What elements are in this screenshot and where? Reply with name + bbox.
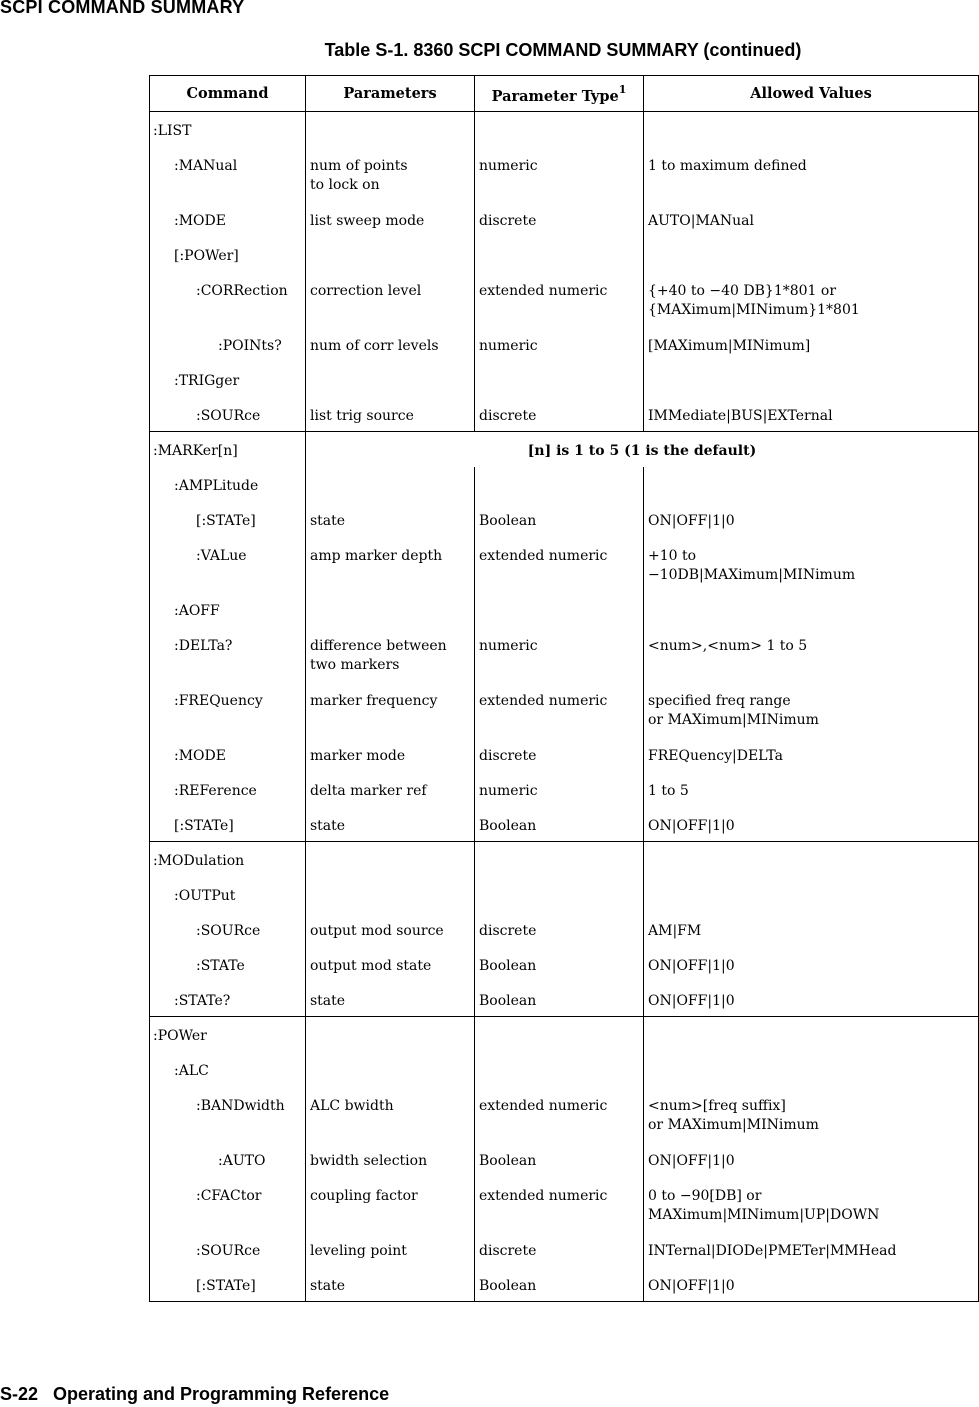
cell-allowed-values (644, 502, 979, 537)
cell-parameters (306, 467, 475, 502)
cell-parameters (306, 592, 475, 627)
parameter-type-text: extended numeric (479, 547, 608, 564)
cell-command (150, 397, 306, 432)
cell-parameter-type (475, 627, 644, 682)
allowed-values-text: +10 to (648, 547, 697, 564)
cell-allowed-values (644, 1142, 979, 1177)
parameter-type-text: extended numeric (479, 1187, 608, 1204)
cell-parameters (306, 1177, 475, 1232)
cell-command (150, 877, 306, 912)
scpi-command-table (149, 75, 979, 1302)
cell-allowed-values (644, 112, 979, 147)
command-text: :AOFF (174, 602, 220, 619)
parameter-type-text: discrete (479, 747, 537, 764)
table-row (150, 432, 979, 467)
parameters-text: list sweep mode (310, 212, 425, 229)
cell-parameter-type (475, 772, 644, 807)
cell-allowed-values (644, 1017, 979, 1052)
cell-command (150, 202, 306, 237)
allowed-values-text: ON|OFF|1|0 (648, 817, 735, 834)
table-row (150, 772, 979, 807)
header-command: Command (150, 76, 306, 112)
cell-allowed-values (644, 1052, 979, 1087)
parameters-text: leveling point (310, 1242, 407, 1259)
cell-parameters (306, 537, 475, 592)
table-row (150, 502, 979, 537)
allowed-values-text-line2: or MAXimum|MINimum (648, 1116, 819, 1133)
cell-parameter-type (475, 1087, 644, 1142)
cell-parameters (306, 1087, 475, 1142)
cell-allowed-values (644, 912, 979, 947)
command-text: :MODE (174, 747, 226, 764)
cell-allowed-values (644, 682, 979, 737)
command-text: :MODulation (153, 853, 245, 869)
cell-parameter-type (475, 1052, 644, 1087)
parameter-type-text: Boolean (479, 817, 537, 834)
cell-command (150, 737, 306, 772)
parameters-text: difference between (310, 637, 447, 654)
cell-section-note (306, 432, 979, 467)
cell-parameter-type (475, 1017, 644, 1052)
parameters-text: state (310, 512, 346, 529)
allowed-values-text: AM|FM (648, 922, 702, 939)
table-row (150, 682, 979, 737)
table-row (150, 397, 979, 432)
cell-allowed-values (644, 807, 979, 842)
cell-parameter-type (475, 272, 644, 327)
command-text: :CFACtor (196, 1187, 262, 1204)
table-row (150, 842, 979, 877)
parameters-text: bwidth selection (310, 1152, 428, 1169)
table-row (150, 877, 979, 912)
cell-allowed-values (644, 982, 979, 1017)
table-row (150, 1267, 979, 1302)
cell-parameter-type (475, 912, 644, 947)
cell-allowed-values (644, 592, 979, 627)
table-row (150, 537, 979, 592)
table-row (150, 202, 979, 237)
page-footer: S-22 Operating and Programming Reference (0, 1384, 390, 1404)
command-text: :AMPLitude (174, 477, 259, 494)
parameter-type-text: Boolean (479, 512, 537, 529)
header-parameter-type-label: Parameter Type (491, 87, 619, 105)
cell-command (150, 467, 306, 502)
command-text: [:STATe] (196, 512, 256, 529)
parameter-type-text: numeric (479, 157, 538, 174)
cell-parameters (306, 842, 475, 877)
cell-allowed-values (644, 1087, 979, 1142)
allowed-values-text-line2: {MAXimum|MINimum}1*801 (648, 301, 860, 318)
parameters-text: num of corr levels (310, 337, 439, 354)
cell-parameter-type (475, 362, 644, 397)
allowed-values-text: AUTO|MANual (648, 212, 754, 229)
section-note-text: [n] is 1 to 5 (1 is the default) (527, 443, 757, 459)
command-text: :SOURce (196, 1242, 261, 1259)
cell-allowed-values (644, 1177, 979, 1232)
cell-command (150, 842, 306, 877)
cell-parameter-type (475, 877, 644, 912)
allowed-values-text-line2: MAXimum|MINimum|UP|DOWN (648, 1206, 880, 1223)
cell-parameters (306, 627, 475, 682)
cell-allowed-values (644, 467, 979, 502)
cell-command (150, 237, 306, 272)
cell-parameter-type (475, 202, 644, 237)
allowed-values-text: 1 to maximum defined (648, 157, 807, 174)
cell-allowed-values (644, 1267, 979, 1302)
table-row (150, 912, 979, 947)
cell-allowed-values (644, 237, 979, 272)
cell-parameter-type (475, 397, 644, 432)
cell-command (150, 272, 306, 327)
cell-parameters (306, 237, 475, 272)
command-text: :MODE (174, 212, 226, 229)
cell-parameter-type (475, 682, 644, 737)
cell-parameters (306, 807, 475, 842)
parameters-text: marker mode (310, 747, 406, 764)
command-text: :POINts? (218, 337, 282, 354)
cell-allowed-values (644, 772, 979, 807)
allowed-values-text: IMMediate|BUS|EXTernal (648, 407, 833, 424)
cell-allowed-values (644, 362, 979, 397)
command-text: :MARKer[n] (153, 443, 238, 459)
allowed-values-text: INTernal|DIODe|PMETer|MMHead (648, 1242, 897, 1259)
cell-allowed-values (644, 947, 979, 982)
table-row (150, 982, 979, 1017)
allowed-values-text: FREQuency|DELTa (648, 747, 783, 764)
cell-command (150, 327, 306, 362)
table-row (150, 327, 979, 362)
parameter-type-text: numeric (479, 782, 538, 799)
parameter-type-text: extended numeric (479, 282, 608, 299)
allowed-values-text: 0 to −90[DB] or (648, 1187, 762, 1204)
allowed-values-text: ON|OFF|1|0 (648, 992, 735, 1009)
allowed-values-text: <num>,<num> 1 to 5 (648, 637, 808, 654)
cell-allowed-values (644, 327, 979, 362)
table-row (150, 1087, 979, 1142)
parameter-type-text: Boolean (479, 992, 537, 1009)
command-text: :OUTPut (174, 887, 236, 904)
cell-command (150, 807, 306, 842)
parameters-text: correction level (310, 282, 422, 299)
allowed-values-text: ON|OFF|1|0 (648, 1152, 735, 1169)
cell-allowed-values (644, 537, 979, 592)
cell-parameter-type (475, 467, 644, 502)
cell-command (150, 1267, 306, 1302)
command-text: :TRIGger (174, 372, 240, 389)
cell-parameter-type (475, 1267, 644, 1302)
cell-parameter-type (475, 982, 644, 1017)
header-parameters: Parameters (306, 76, 475, 112)
command-text: [:POWer] (174, 247, 239, 264)
cell-parameter-type (475, 842, 644, 877)
cell-parameters (306, 912, 475, 947)
cell-parameters (306, 272, 475, 327)
table-header-row (150, 76, 979, 112)
parameter-type-text: discrete (479, 1242, 537, 1259)
cell-allowed-values (644, 737, 979, 772)
cell-parameters (306, 682, 475, 737)
header-parameter-type (475, 76, 644, 112)
cell-command (150, 112, 306, 147)
cell-allowed-values (644, 1232, 979, 1267)
cell-parameters (306, 502, 475, 537)
table-row (150, 362, 979, 397)
cell-parameter-type (475, 112, 644, 147)
cell-parameters (306, 362, 475, 397)
cell-parameters (306, 112, 475, 147)
parameters-text: amp marker depth (310, 547, 443, 564)
cell-parameter-type (475, 947, 644, 982)
allowed-values-text: [MAXimum|MINimum] (648, 337, 811, 354)
cell-parameters (306, 877, 475, 912)
cell-command (150, 1142, 306, 1177)
parameters-text: marker frequency (310, 692, 438, 709)
cell-parameter-type (475, 327, 644, 362)
cell-parameters (306, 327, 475, 362)
command-text: :SOURce (196, 922, 261, 939)
command-text: :VALue (196, 547, 247, 564)
cell-allowed-values (644, 272, 979, 327)
parameters-text: num of points (310, 157, 408, 174)
table-row (150, 467, 979, 502)
allowed-values-text: <num>[freq suffix] (648, 1097, 786, 1114)
table-row (150, 272, 979, 327)
parameter-type-text: Boolean (479, 1152, 537, 1169)
table-row (150, 1232, 979, 1267)
cell-parameter-type (475, 592, 644, 627)
command-text: [:STATe] (174, 817, 234, 834)
parameters-text-line2: two markers (310, 656, 400, 673)
parameter-type-text: discrete (479, 407, 537, 424)
command-text: :FREQuency (174, 692, 263, 709)
cell-parameter-type (475, 502, 644, 537)
cell-parameter-type (475, 1142, 644, 1177)
table-row (150, 627, 979, 682)
cell-command (150, 1232, 306, 1267)
parameter-type-text: numeric (479, 337, 538, 354)
command-text: [:STATe] (196, 1277, 256, 1294)
command-text: :POWer (153, 1028, 207, 1044)
cell-parameters (306, 772, 475, 807)
cell-parameter-type (475, 737, 644, 772)
parameters-text: state (310, 817, 346, 834)
parameters-text: coupling factor (310, 1187, 418, 1204)
parameter-type-text: Boolean (479, 1277, 537, 1294)
table-row (150, 1017, 979, 1052)
table-row (150, 237, 979, 272)
parameters-text: list trig source (310, 407, 414, 424)
command-text: :MANual (174, 157, 238, 174)
header-allowed-values: Allowed Values (644, 76, 979, 112)
cell-command (150, 1177, 306, 1232)
cell-allowed-values (644, 202, 979, 237)
table-row (150, 737, 979, 772)
parameter-type-text: extended numeric (479, 1097, 608, 1114)
command-text: :CORRection (196, 282, 288, 299)
cell-command (150, 537, 306, 592)
cell-parameter-type (475, 237, 644, 272)
parameters-text: state (310, 1277, 346, 1294)
cell-parameters (306, 1017, 475, 1052)
cell-parameters (306, 1267, 475, 1302)
cell-command (150, 502, 306, 537)
table-title: Table S-1. 8360 SCPI COMMAND SUMMARY (continued) (324, 40, 802, 60)
parameter-type-text: Boolean (479, 957, 537, 974)
allowed-values-text: {+40 to −40 DB}1*801 or (648, 282, 837, 299)
cell-parameters (306, 1052, 475, 1087)
cell-parameters (306, 397, 475, 432)
parameters-text: output mod source (310, 922, 444, 939)
parameter-type-text: numeric (479, 637, 538, 654)
command-text: :REFerence (174, 782, 257, 799)
cell-command (150, 432, 306, 467)
cell-command (150, 682, 306, 737)
allowed-values-text: ON|OFF|1|0 (648, 1277, 735, 1294)
cell-parameters (306, 982, 475, 1017)
parameter-type-text: discrete (479, 212, 537, 229)
command-text: :LIST (153, 123, 192, 139)
cell-parameters (306, 202, 475, 237)
parameters-text: delta marker ref (310, 782, 427, 799)
parameters-text-line2: to lock on (310, 176, 380, 193)
cell-command (150, 362, 306, 397)
cell-command (150, 1087, 306, 1142)
parameter-type-text: discrete (479, 922, 537, 939)
table-row (150, 112, 979, 147)
cell-parameters (306, 1142, 475, 1177)
cell-command (150, 912, 306, 947)
table-row (150, 147, 979, 202)
table-row (150, 947, 979, 982)
cell-parameter-type (475, 807, 644, 842)
cell-parameter-type (475, 537, 644, 592)
cell-parameters (306, 947, 475, 982)
command-text: :STATe? (174, 992, 231, 1009)
cell-command (150, 147, 306, 202)
table-row (150, 1177, 979, 1232)
cell-parameters (306, 737, 475, 772)
command-text: :AUTO (218, 1152, 266, 1169)
command-text: :BANDwidth (196, 1097, 285, 1114)
parameters-text: ALC bwidth (310, 1097, 394, 1114)
command-text: :STATe (196, 957, 245, 974)
allowed-values-text: ON|OFF|1|0 (648, 512, 735, 529)
footnote-marker: 1 (618, 82, 627, 96)
cell-parameters (306, 147, 475, 202)
allowed-values-text-line2: −10DB|MAXimum|MINimum (648, 566, 856, 583)
table-row (150, 592, 979, 627)
command-text: :DELTa? (174, 637, 233, 654)
cell-allowed-values (644, 397, 979, 432)
cell-allowed-values (644, 842, 979, 877)
cell-allowed-values (644, 877, 979, 912)
running-head: SCPI COMMAND SUMMARY (0, 0, 245, 17)
table-row (150, 1142, 979, 1177)
table-row (150, 1052, 979, 1087)
cell-command (150, 982, 306, 1017)
cell-parameter-type (475, 1232, 644, 1267)
cell-command (150, 627, 306, 682)
allowed-values-text: specified freq range (648, 692, 791, 709)
cell-command (150, 947, 306, 982)
command-text: :ALC (174, 1062, 209, 1079)
cell-parameter-type (475, 147, 644, 202)
cell-parameter-type (475, 1177, 644, 1232)
cell-command (150, 1052, 306, 1087)
parameter-type-text: extended numeric (479, 692, 608, 709)
allowed-values-text-line2: or MAXimum|MINimum (648, 711, 819, 728)
cell-parameters (306, 1232, 475, 1267)
cell-command (150, 1017, 306, 1052)
cell-allowed-values (644, 627, 979, 682)
cell-allowed-values (644, 147, 979, 202)
parameters-text: state (310, 992, 346, 1009)
table-row (150, 807, 979, 842)
cell-command (150, 772, 306, 807)
allowed-values-text: ON|OFF|1|0 (648, 957, 735, 974)
cell-command (150, 592, 306, 627)
command-text: :SOURce (196, 407, 261, 424)
allowed-values-text: 1 to 5 (648, 782, 689, 799)
parameters-text: output mod state (310, 957, 432, 974)
